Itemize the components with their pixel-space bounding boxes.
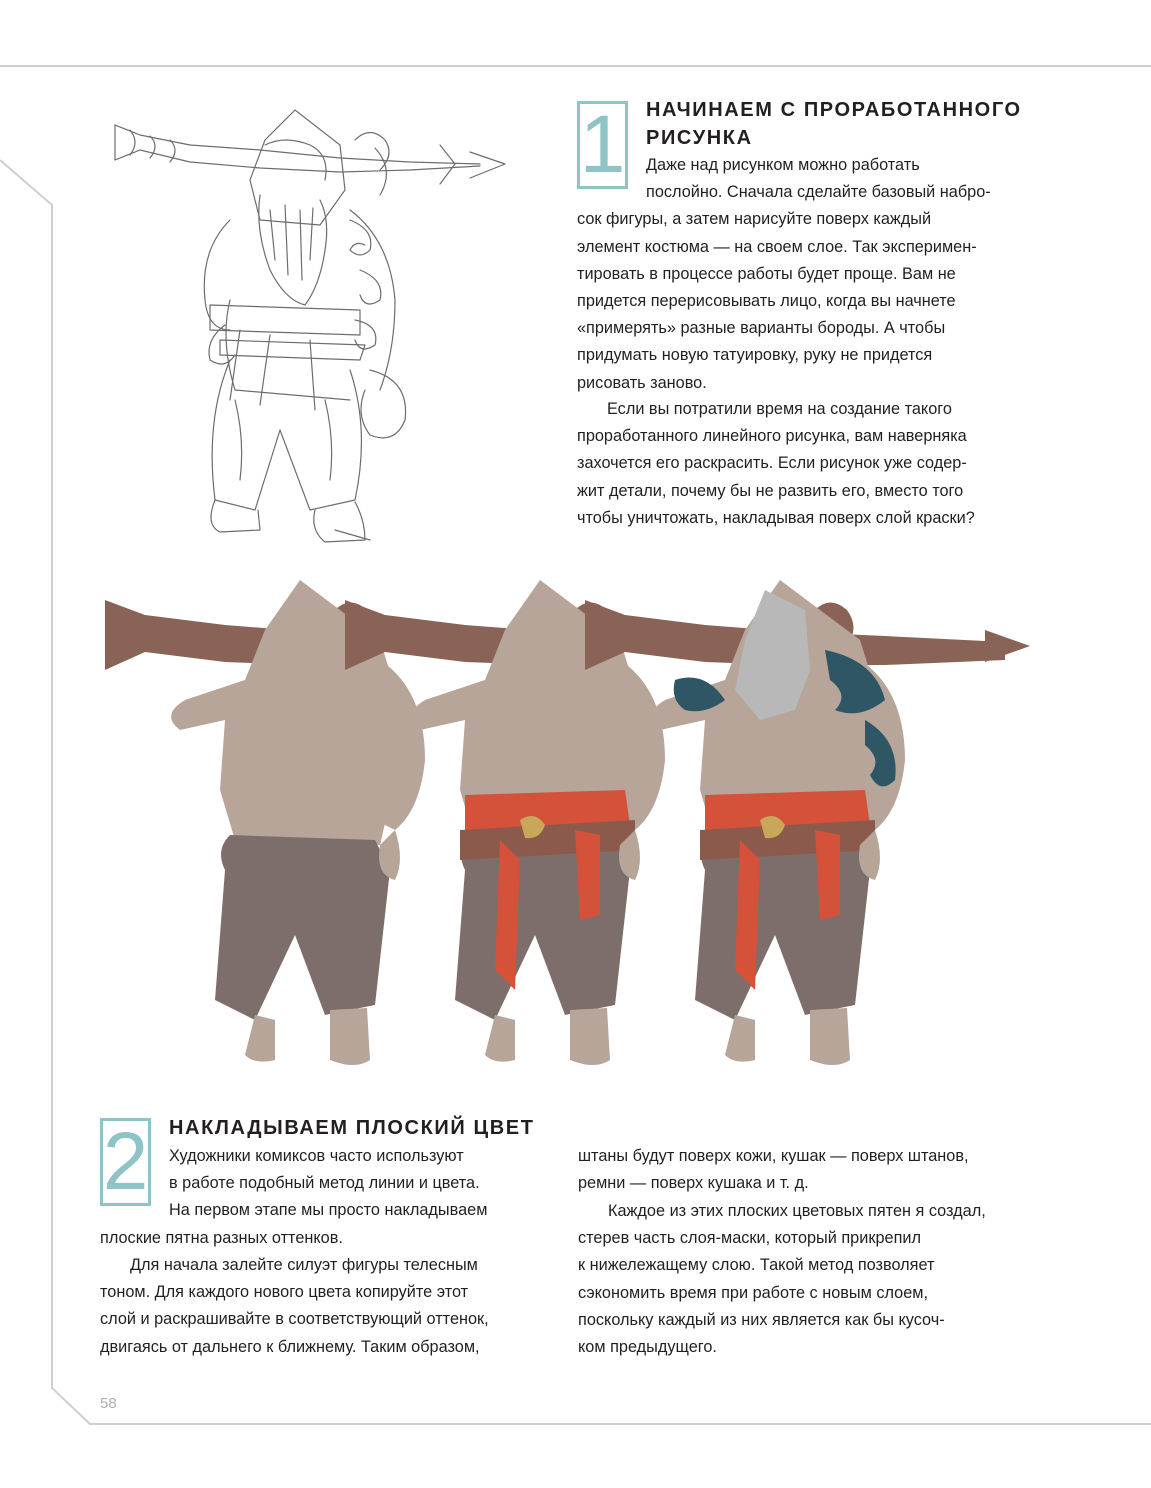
silhouette-figure-3	[585, 580, 1030, 1065]
text-line: На первом этапе мы просто накладываем	[169, 1201, 488, 1220]
section-2-column-2-paragraph-1	[578, 1143, 969, 1197]
step-number-1: 1	[577, 101, 628, 189]
section-2-heading: НАКЛАДЫВАЕМ ПЛОСКИЙ ЦВЕТ	[169, 1117, 535, 1139]
text-line: сэкономить время при работе с новым слоем,	[578, 1283, 928, 1302]
text-line: Для начала залейте силуэт фигуры телесным	[130, 1256, 478, 1274]
text-line: проработанного линейного рисунка, вам наверняка	[577, 427, 967, 446]
text-line: плоские пятна разных оттенков.	[100, 1228, 343, 1247]
text-line: тировать в процессе работы будет проще. Вам не	[577, 264, 956, 283]
section-2-column-1-paragraph-2	[100, 1252, 489, 1361]
text-line: слой и раскрашивайте в соответствующий оттенок,	[100, 1310, 489, 1329]
text-line: стерев часть слоя-маски, который прикрепил	[578, 1229, 921, 1248]
step-number-2: 2	[100, 1118, 151, 1206]
text-line: Если вы потратили время на создание такого	[607, 400, 952, 418]
text-line: чтобы уничтожать, накладывая поверх слой краски?	[577, 508, 975, 527]
text-line: элемент костюма — на своем слое. Так эксперимен-	[577, 237, 977, 256]
text-line: захочется его раскрасить. Если рисунок уже содер-	[577, 454, 967, 473]
text-line: Даже над рисунком можно работать	[646, 156, 920, 174]
text-line: двигаясь от дальнего к ближнему. Таким образом,	[100, 1337, 480, 1356]
text-line: Художники комиксов часто используют	[169, 1147, 464, 1165]
text-line: ком предыдущего.	[578, 1338, 717, 1357]
line-sketch-illustration	[110, 100, 520, 550]
text-line: послойно. Сначала сделайте базовый набро-	[646, 183, 991, 202]
section-1-paragraph-1	[577, 152, 991, 397]
section-1-heading: НАЧИНАЕМ С ПРОРАБОТАННОГО РИСУНКА	[646, 99, 1022, 149]
section-1-paragraph-2	[577, 396, 975, 532]
section-2-column-1-paragraph-1	[100, 1143, 487, 1252]
text-line: ремни — поверх кушака и т. д.	[578, 1174, 809, 1193]
page-number: 58	[100, 1395, 117, 1412]
text-line: тоном. Для каждого нового цвета копируйте этот	[100, 1283, 469, 1302]
text-line: к нижележащему слою. Такой метод позволяет	[578, 1256, 935, 1275]
section-2-column-2-paragraph-2	[578, 1198, 986, 1361]
text-line: штаны будут поверх кожи, кушак — поверх штанов,	[578, 1147, 969, 1165]
text-line: придумать новую татуировку, руку не придется	[577, 346, 933, 365]
text-line: сок фигуры, а затем нарисуйте поверх каждый	[577, 210, 932, 229]
text-line: в работе подобный метод линии и цвета.	[169, 1174, 480, 1193]
flat-color-silhouettes-illustration	[105, 570, 1035, 1085]
text-line: придется перерисовывать лицо, когда вы начнете	[577, 292, 956, 311]
text-line: поскольку каждый из них является как бы кусоч-	[578, 1310, 945, 1329]
text-line: «примерять» разные варианты бороды. А чтобы	[577, 319, 946, 338]
text-line: рисовать заново.	[577, 373, 707, 392]
text-line: Каждое из этих плоских цветовых пятен я создал,	[608, 1202, 986, 1220]
text-line: жит детали, почему бы не развить его, вместо того	[577, 481, 964, 500]
